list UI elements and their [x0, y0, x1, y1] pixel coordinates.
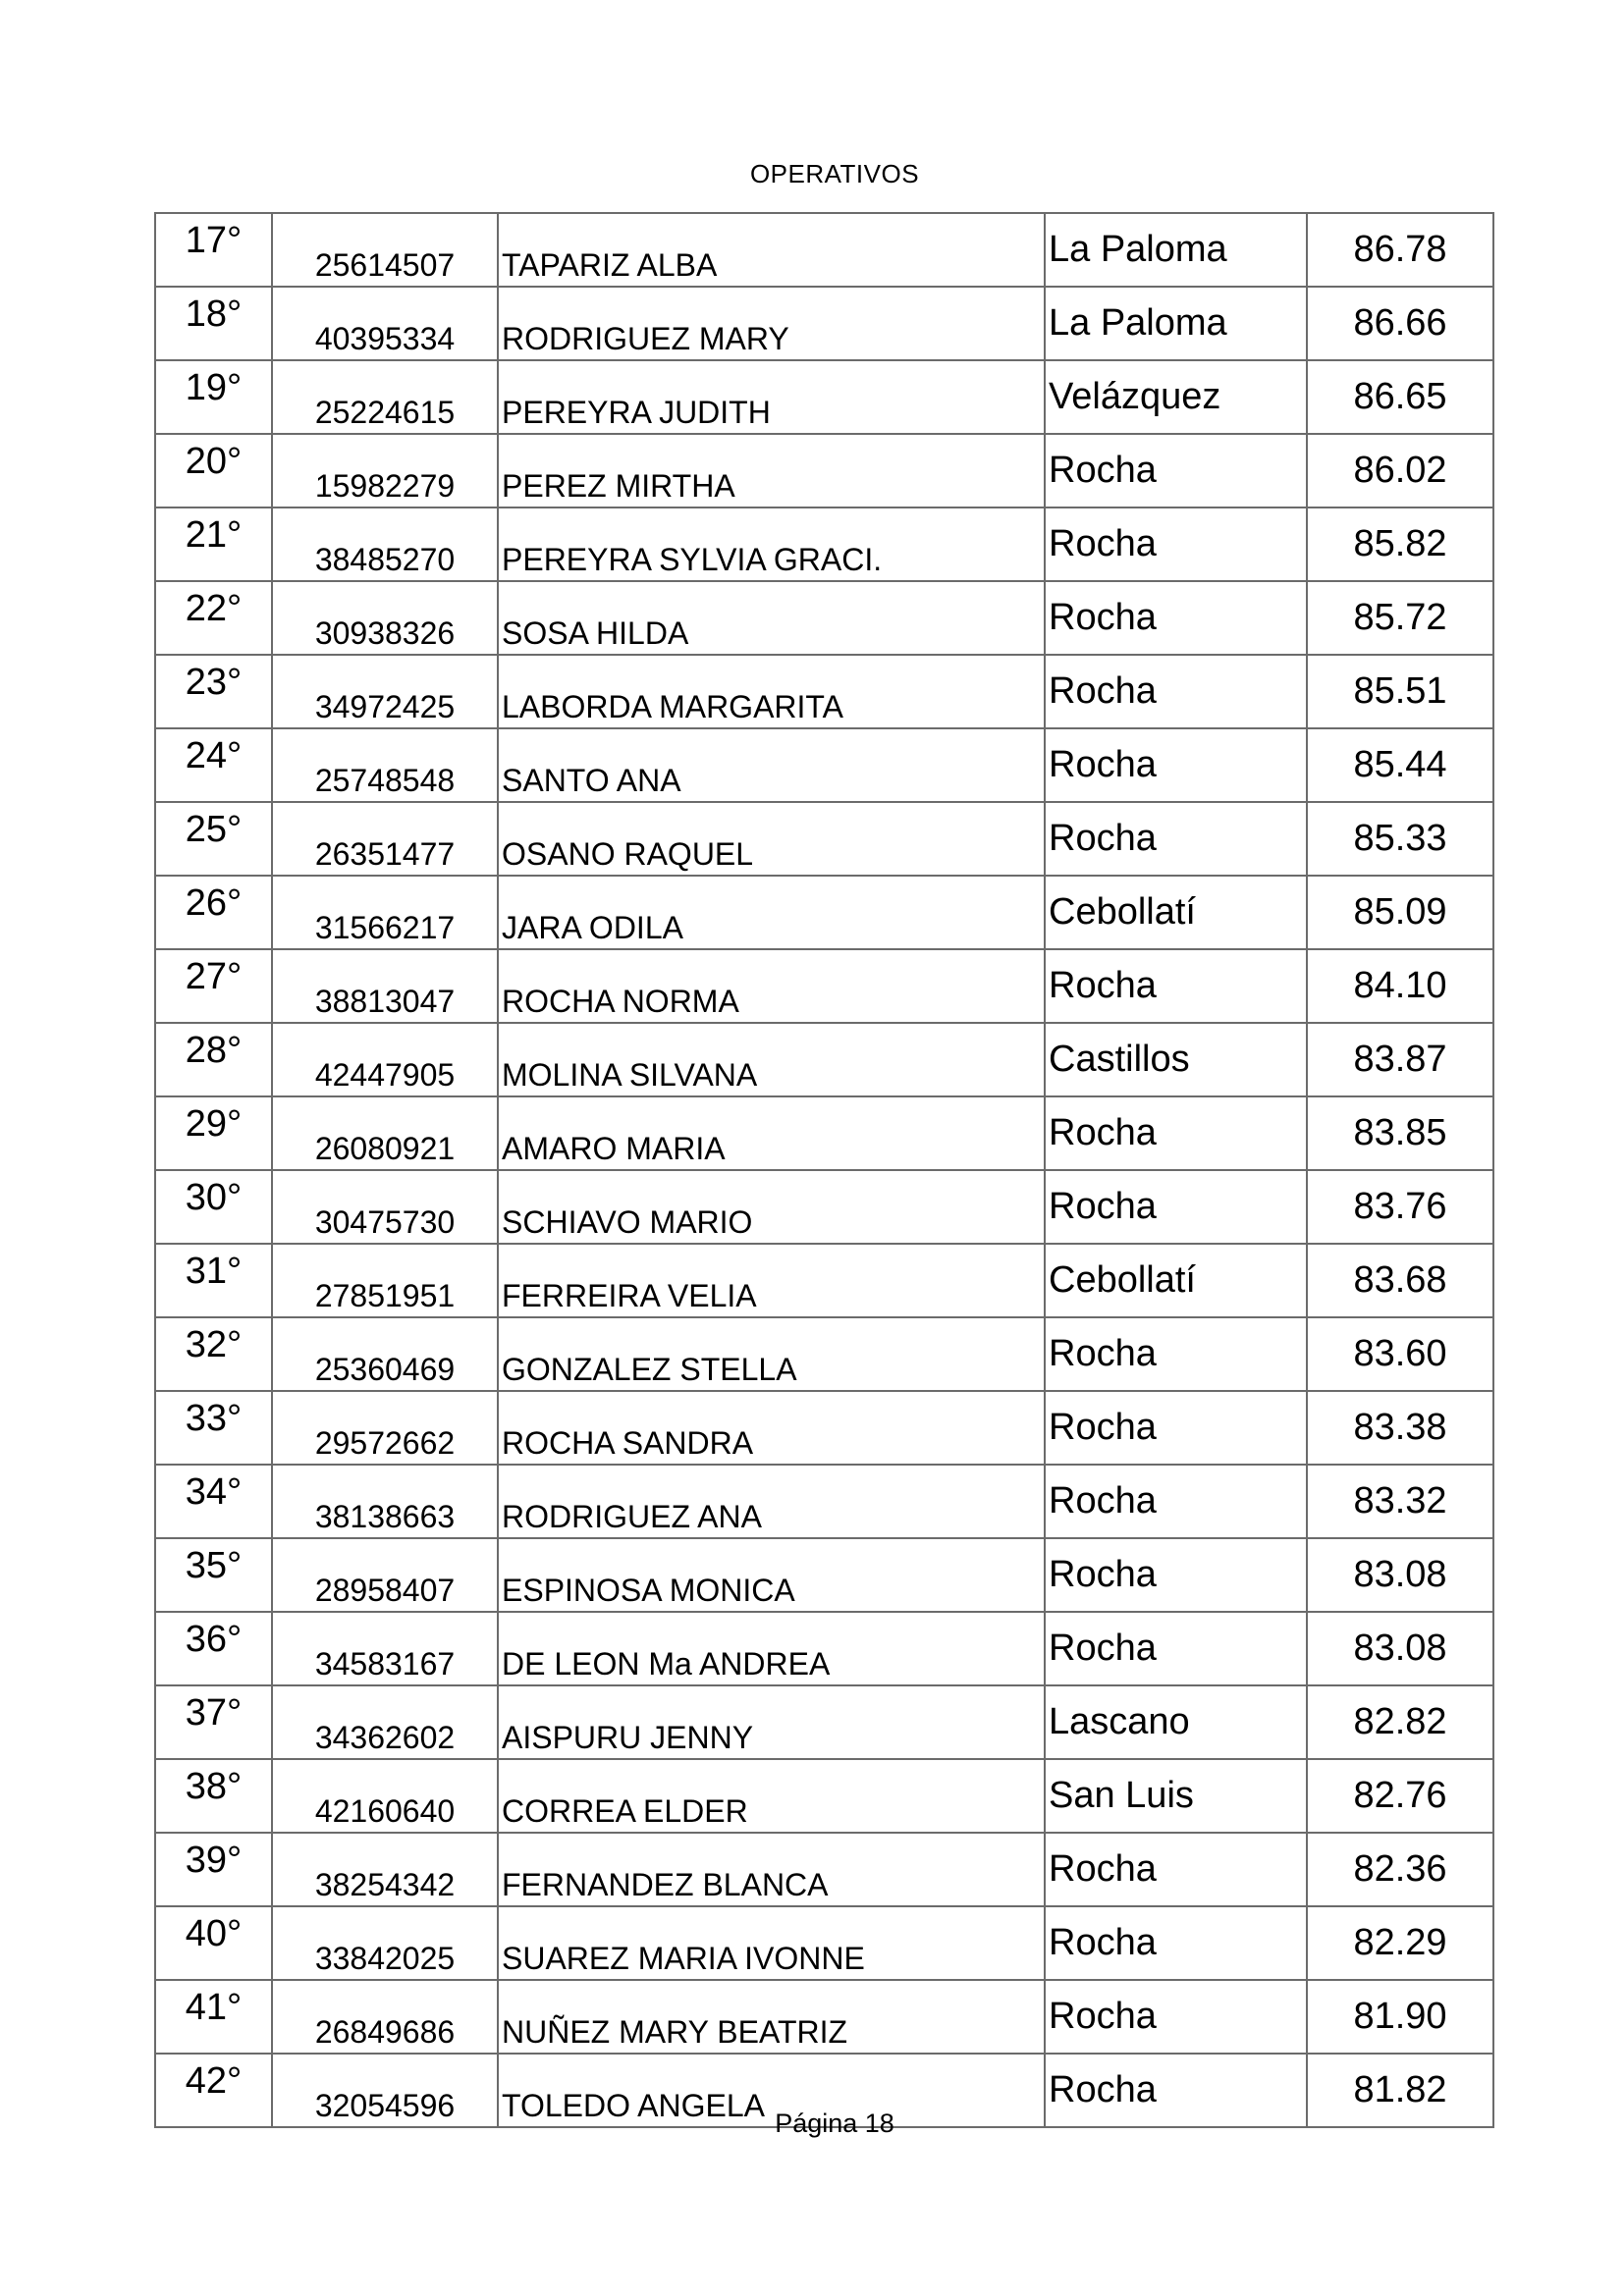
city-cell: La Paloma	[1045, 287, 1307, 360]
position-cell: 36°	[155, 1612, 272, 1685]
full-name-cell: JARA ODILA	[498, 876, 1045, 949]
position-cell: 42°	[155, 2054, 272, 2127]
city-cell: Rocha	[1045, 507, 1307, 581]
id-number-cell: 25748548	[272, 728, 498, 802]
table-row	[155, 507, 1493, 581]
table-row	[155, 213, 1493, 287]
id-number-cell: 25614507	[272, 213, 498, 287]
city-cell: Rocha	[1045, 434, 1307, 507]
score-cell: 86.66	[1307, 287, 1493, 360]
city-cell: Rocha	[1045, 1833, 1307, 1906]
id-number-cell: 38813047	[272, 949, 498, 1023]
table-row	[155, 581, 1493, 655]
position-cell: 40°	[155, 1906, 272, 1980]
id-number-cell: 34362602	[272, 1685, 498, 1759]
position-cell: 33°	[155, 1391, 272, 1465]
score-cell: 83.08	[1307, 1612, 1493, 1685]
full-name-cell: NUÑEZ MARY BEATRIZ	[498, 1980, 1045, 2054]
full-name-cell: AISPURU JENNY	[498, 1685, 1045, 1759]
full-name-cell: FERREIRA VELIA	[498, 1244, 1045, 1317]
score-cell: 86.65	[1307, 360, 1493, 434]
full-name-cell: RODRIGUEZ MARY	[498, 287, 1045, 360]
table-row	[155, 876, 1493, 949]
position-cell: 38°	[155, 1759, 272, 1833]
full-name-cell: DE LEON Ma ANDREA	[498, 1612, 1045, 1685]
city-cell: Rocha	[1045, 802, 1307, 876]
full-name-cell: ROCHA NORMA	[498, 949, 1045, 1023]
position-cell: 21°	[155, 507, 272, 581]
score-cell: 83.76	[1307, 1170, 1493, 1244]
city-cell: Rocha	[1045, 1538, 1307, 1612]
table-row	[155, 360, 1493, 434]
position-cell: 26°	[155, 876, 272, 949]
page-number: Página 18	[775, 2109, 894, 2138]
full-name-cell: TAPARIZ ALBA	[498, 213, 1045, 287]
city-cell: Lascano	[1045, 1685, 1307, 1759]
score-cell: 85.82	[1307, 507, 1493, 581]
full-name-cell: TOLEDO ANGELA	[498, 2054, 1045, 2127]
position-cell: 28°	[155, 1023, 272, 1096]
score-cell: 86.02	[1307, 434, 1493, 507]
score-cell: 85.72	[1307, 581, 1493, 655]
id-number-cell: 34583167	[272, 1612, 498, 1685]
full-name-cell: PEREYRA SYLVIA GRACI.	[498, 507, 1045, 581]
score-cell: 83.87	[1307, 1023, 1493, 1096]
city-cell: Rocha	[1045, 2054, 1307, 2127]
city-cell: Rocha	[1045, 1980, 1307, 2054]
full-name-cell: PEREYRA JUDITH	[498, 360, 1045, 434]
id-number-cell: 38254342	[272, 1833, 498, 1906]
id-number-cell: 30475730	[272, 1170, 498, 1244]
score-cell: 85.44	[1307, 728, 1493, 802]
full-name-cell: MOLINA SILVANA	[498, 1023, 1045, 1096]
full-name-cell: SOSA HILDA	[498, 581, 1045, 655]
table-row	[155, 802, 1493, 876]
position-cell: 23°	[155, 655, 272, 728]
table-row	[155, 1538, 1493, 1612]
position-cell: 25°	[155, 802, 272, 876]
city-cell: Rocha	[1045, 1391, 1307, 1465]
position-cell: 20°	[155, 434, 272, 507]
position-cell: 34°	[155, 1465, 272, 1538]
id-number-cell: 25224615	[272, 360, 498, 434]
id-number-cell: 42447905	[272, 1023, 498, 1096]
full-name-cell: OSANO RAQUEL	[498, 802, 1045, 876]
id-number-cell: 34972425	[272, 655, 498, 728]
id-number-cell: 38138663	[272, 1465, 498, 1538]
id-number-cell: 30938326	[272, 581, 498, 655]
city-cell: La Paloma	[1045, 213, 1307, 287]
full-name-cell: AMARO MARIA	[498, 1096, 1045, 1170]
table-row	[155, 1317, 1493, 1391]
position-cell: 18°	[155, 287, 272, 360]
city-cell: Cebollatí	[1045, 876, 1307, 949]
position-cell: 17°	[155, 213, 272, 287]
table-row	[155, 655, 1493, 728]
id-number-cell: 26351477	[272, 802, 498, 876]
full-name-cell: SCHIAVO MARIO	[498, 1170, 1045, 1244]
score-cell: 83.08	[1307, 1538, 1493, 1612]
city-cell: Rocha	[1045, 1096, 1307, 1170]
id-number-cell: 33842025	[272, 1906, 498, 1980]
table-row	[155, 287, 1493, 360]
position-cell: 39°	[155, 1833, 272, 1906]
city-cell: Rocha	[1045, 728, 1307, 802]
id-number-cell: 25360469	[272, 1317, 498, 1391]
id-number-cell: 28958407	[272, 1538, 498, 1612]
full-name-cell: ESPINOSA MONICA	[498, 1538, 1045, 1612]
score-cell: 86.78	[1307, 213, 1493, 287]
position-cell: 31°	[155, 1244, 272, 1317]
table-row	[155, 1612, 1493, 1685]
id-number-cell: 32054596	[272, 2054, 498, 2127]
score-cell: 83.68	[1307, 1244, 1493, 1317]
id-number-cell: 27851951	[272, 1244, 498, 1317]
table-row	[155, 1023, 1493, 1096]
id-number-cell: 40395334	[272, 287, 498, 360]
city-cell: Rocha	[1045, 1465, 1307, 1538]
position-cell: 35°	[155, 1538, 272, 1612]
table-row	[155, 1759, 1493, 1833]
page-header-title: OPERATIVOS	[749, 159, 920, 188]
score-cell: 85.51	[1307, 655, 1493, 728]
id-number-cell: 29572662	[272, 1391, 498, 1465]
table-row	[155, 1096, 1493, 1170]
city-cell: Castillos	[1045, 1023, 1307, 1096]
full-name-cell: RODRIGUEZ ANA	[498, 1465, 1045, 1538]
table-row	[155, 728, 1493, 802]
table-row	[155, 1244, 1493, 1317]
score-cell: 82.76	[1307, 1759, 1493, 1833]
city-cell: Rocha	[1045, 949, 1307, 1023]
id-number-cell: 15982279	[272, 434, 498, 507]
position-cell: 30°	[155, 1170, 272, 1244]
full-name-cell: SUAREZ MARIA IVONNE	[498, 1906, 1045, 1980]
position-cell: 32°	[155, 1317, 272, 1391]
city-cell: Rocha	[1045, 655, 1307, 728]
score-cell: 83.60	[1307, 1317, 1493, 1391]
position-cell: 19°	[155, 360, 272, 434]
score-cell: 84.10	[1307, 949, 1493, 1023]
city-cell: Rocha	[1045, 581, 1307, 655]
full-name-cell: SANTO ANA	[498, 728, 1045, 802]
position-cell: 37°	[155, 1685, 272, 1759]
city-cell: Rocha	[1045, 1317, 1307, 1391]
city-cell: Velázquez	[1045, 360, 1307, 434]
score-cell: 83.38	[1307, 1391, 1493, 1465]
results-table-body	[155, 213, 1493, 2127]
score-cell: 83.85	[1307, 1096, 1493, 1170]
table-row	[155, 1465, 1493, 1538]
full-name-cell: ROCHA SANDRA	[498, 1391, 1045, 1465]
city-cell: San Luis	[1045, 1759, 1307, 1833]
full-name-cell: CORREA ELDER	[498, 1759, 1045, 1833]
id-number-cell: 26080921	[272, 1096, 498, 1170]
full-name-cell: LABORDA MARGARITA	[498, 655, 1045, 728]
table-row	[155, 949, 1493, 1023]
full-name-cell: FERNANDEZ BLANCA	[498, 1833, 1045, 1906]
score-cell: 81.90	[1307, 1980, 1493, 2054]
score-cell: 82.36	[1307, 1833, 1493, 1906]
table-row	[155, 1906, 1493, 1980]
score-cell: 82.29	[1307, 1906, 1493, 1980]
results-table	[154, 212, 1494, 2128]
city-cell: Rocha	[1045, 1612, 1307, 1685]
table-row	[155, 1391, 1493, 1465]
city-cell: Rocha	[1045, 1906, 1307, 1980]
score-cell: 85.09	[1307, 876, 1493, 949]
table-row	[155, 1685, 1493, 1759]
table-row	[155, 1170, 1493, 1244]
position-cell: 22°	[155, 581, 272, 655]
table-row	[155, 1833, 1493, 1906]
score-cell: 81.82	[1307, 2054, 1493, 2127]
position-cell: 41°	[155, 1980, 272, 2054]
full-name-cell: PEREZ MIRTHA	[498, 434, 1045, 507]
city-cell: Cebollatí	[1045, 1244, 1307, 1317]
score-cell: 82.82	[1307, 1685, 1493, 1759]
table-row	[155, 434, 1493, 507]
position-cell: 24°	[155, 728, 272, 802]
id-number-cell: 42160640	[272, 1759, 498, 1833]
id-number-cell: 38485270	[272, 507, 498, 581]
city-cell: Rocha	[1045, 1170, 1307, 1244]
position-cell: 27°	[155, 949, 272, 1023]
position-cell: 29°	[155, 1096, 272, 1170]
id-number-cell: 31566217	[272, 876, 498, 949]
id-number-cell: 26849686	[272, 1980, 498, 2054]
score-cell: 85.33	[1307, 802, 1493, 876]
table-row	[155, 1980, 1493, 2054]
score-cell: 83.32	[1307, 1465, 1493, 1538]
full-name-cell: GONZALEZ STELLA	[498, 1317, 1045, 1391]
